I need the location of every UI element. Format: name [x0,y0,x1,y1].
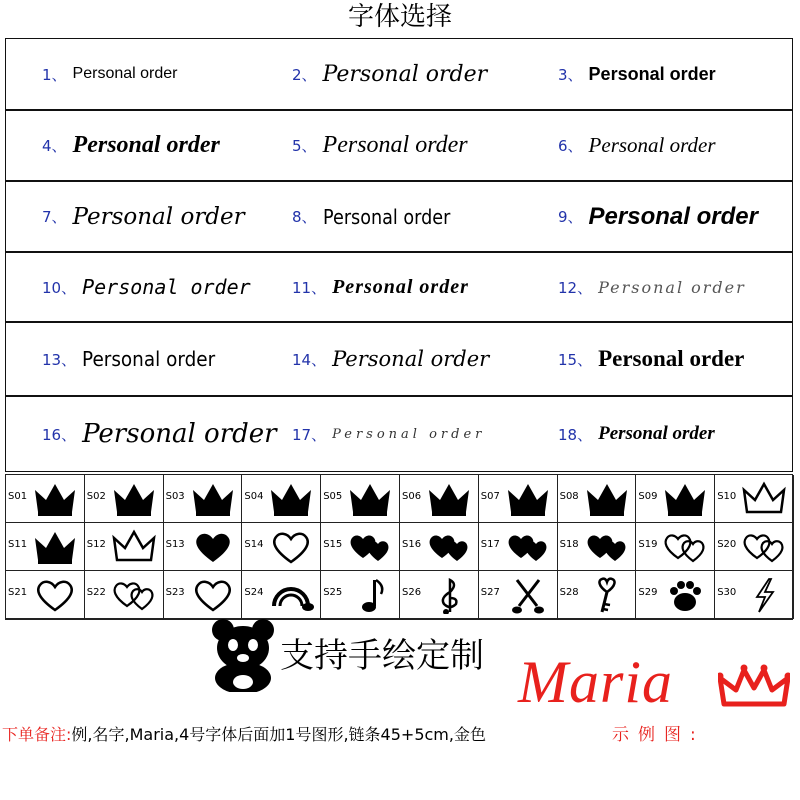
bear-icon [210,618,276,692]
symbol-option-s20[interactable] [715,523,794,571]
symbol-grid [5,474,793,620]
symbol-code: S13 [165,539,185,550]
font-row [5,322,793,396]
font-option-number: 1、 [42,65,67,84]
font-option-14[interactable] [292,323,489,395]
font-option-11[interactable] [292,253,469,321]
symbol-option-s17[interactable] [479,523,558,571]
font-option-7[interactable] [42,182,245,251]
order-note-text: 例,名字,Maria,4号字体后面加1号图形,链条45+5cm,金色 [71,725,486,744]
font-sample-text: Personal order [588,202,758,230]
font-option-2[interactable] [292,39,487,109]
font-option-number: 18、 [558,425,593,444]
symbol-option-s02[interactable] [85,475,164,523]
crown-icon [718,664,790,712]
font-sample-text: Personal order [82,275,251,299]
font-row [5,396,793,472]
symbol-code: S12 [86,539,106,550]
symbol-code: S03 [165,491,185,502]
symbol-option-s08[interactable] [558,475,637,523]
symbol-option-s09[interactable] [636,475,715,523]
crown-outline-icon [741,480,787,518]
crown-icon [347,480,393,518]
font-option-number: 16、 [42,425,77,444]
symbol-code: S19 [638,539,658,550]
font-sample-text: Personal order [588,63,716,84]
symbol-code: S21 [8,587,28,598]
symbol-code: S28 [559,587,579,598]
custom-drawing-text: 支持手绘定制 [280,636,484,676]
heart-key-icon [584,576,630,614]
symbol-code: S30 [717,587,737,598]
symbol-option-s14[interactable] [242,523,321,571]
symbol-option-s11[interactable] [6,523,85,571]
font-option-15[interactable] [558,323,744,395]
font-option-number: 4、 [42,137,67,155]
scissors-icon [505,576,551,614]
font-option-1[interactable] [42,39,178,109]
font-option-number: 12、 [558,278,593,297]
font-selection-table [5,38,793,470]
symbol-option-s30[interactable] [715,571,794,619]
symbol-code: S07 [480,491,500,502]
font-sample-text: Personal order [82,419,277,449]
crown-icon [32,480,78,518]
font-option-9[interactable] [558,182,758,251]
double-heart-outline-icon [662,528,708,566]
symbol-code: S06 [402,491,422,502]
double-heart-icon [426,528,472,566]
lightning-icon [741,576,787,614]
font-sample-text: Personal order [598,346,745,371]
symbol-code: S17 [480,539,500,550]
symbol-code: S26 [402,587,422,598]
crown-icon [111,480,157,518]
symbol-code: S09 [638,491,658,502]
font-option-5[interactable] [292,111,468,180]
symbol-code: S22 [86,587,106,598]
font-row [5,252,793,322]
symbol-code: S23 [165,587,185,598]
symbol-option-s28[interactable] [558,571,637,619]
symbol-option-s29[interactable] [636,571,715,619]
symbol-code: S16 [402,539,422,550]
font-option-4[interactable] [42,111,220,180]
crown-icon [662,480,708,518]
font-sample-text: Personal order [332,275,469,298]
font-sample-text: Personal order [322,132,468,158]
symbol-option-s07[interactable] [479,475,558,523]
example-label: 示例图: [612,725,705,745]
font-option-number: 9、 [558,208,583,226]
symbol-option-s06[interactable] [400,475,479,523]
symbol-option-s16[interactable] [400,523,479,571]
symbol-option-s21[interactable] [6,571,85,619]
symbol-option-s19[interactable] [636,523,715,571]
symbol-option-s12[interactable] [85,523,164,571]
font-option-number: 15、 [558,350,593,369]
symbol-option-s23[interactable] [164,571,243,619]
heart-outline-icon [32,576,78,614]
font-sample-text: Personal order [332,426,486,442]
crown-icon [584,480,630,518]
font-option-8[interactable] [292,182,467,251]
symbol-option-s03[interactable] [164,475,243,523]
font-option-10[interactable] [42,253,251,321]
crown-icon [268,480,314,518]
font-sample-text: Personal order [72,132,220,158]
heart-outline-icon [190,576,236,614]
font-option-18[interactable] [558,397,715,471]
example-name: Maria [518,649,673,715]
symbol-option-s04[interactable] [242,475,321,523]
symbol-option-s01[interactable] [6,475,85,523]
crown-icon [190,480,236,518]
font-option-13[interactable] [42,323,227,395]
font-option-16[interactable] [42,397,277,471]
font-row [5,110,793,181]
symbol-option-s22[interactable] [85,571,164,619]
heart-outline-icon [268,528,314,566]
symbol-option-s27[interactable] [479,571,558,619]
font-option-number: 13、 [42,350,77,369]
font-option-6[interactable] [558,111,716,180]
font-option-number: 8、 [292,208,317,226]
symbol-option-s25[interactable] [321,571,400,619]
font-option-number: 7、 [42,208,67,226]
font-row [5,38,793,110]
symbol-option-s13[interactable] [164,523,243,571]
font-option-number: 11、 [292,278,327,297]
symbol-option-s24[interactable] [242,571,321,619]
double-heart-outline-icon [741,528,787,566]
symbol-option-s18[interactable] [558,523,637,571]
font-row [5,181,793,252]
heart-icon [190,528,236,566]
font-option-number: 14、 [292,350,327,369]
crown-icon [32,528,78,566]
font-sample-text: Personal order [598,277,746,297]
font-option-3[interactable] [558,39,716,109]
rainbow-icon [268,576,314,614]
page-title: 字体选择 [347,2,452,32]
treble-clef-icon [426,576,472,614]
font-option-number: 10、 [42,278,77,297]
symbol-code: S29 [638,587,658,598]
symbol-option-s26[interactable] [400,571,479,619]
symbol-code: S05 [323,491,343,502]
symbol-code: S18 [559,539,579,550]
symbol-code: S10 [717,491,737,502]
double-heart-icon [347,528,393,566]
font-option-number: 6、 [558,137,583,155]
font-option-number: 3、 [558,65,583,84]
font-option-number: 5、 [292,137,317,155]
order-note-label: 下单备注: [2,725,72,744]
symbol-code: S25 [323,587,343,598]
symbol-code: S24 [244,587,264,598]
symbol-code: S08 [559,491,579,502]
crown-icon [505,480,551,518]
symbol-code: S20 [717,539,737,550]
symbol-code: S04 [244,491,264,502]
font-sample-text: Personal order [72,203,245,230]
symbol-option-s15[interactable] [321,523,400,571]
double-heart-outline-icon [111,576,157,614]
double-heart-icon [505,528,551,566]
symbol-code: S01 [8,491,28,502]
font-option-12[interactable] [558,253,746,321]
symbol-option-s10[interactable] [715,475,794,523]
font-sample-text: Personal order [332,347,490,371]
crown-icon [426,480,472,518]
font-sample-text: Personal order [72,65,178,82]
order-note [2,722,486,745]
music-note-icon [347,576,393,614]
symbol-option-s05[interactable] [321,475,400,523]
symbol-code: S14 [244,539,264,550]
font-sample-text: Personal order [598,423,715,444]
font-sample-text: Personal order [82,347,216,371]
font-sample-text: Personal order [588,133,716,157]
font-sample-text: Personal order [322,61,488,87]
symbol-code: S27 [480,587,500,598]
font-option-number: 17、 [292,425,327,444]
font-option-number: 2、 [292,65,317,84]
symbol-code: S02 [86,491,106,502]
font-sample-text: Personal order [322,204,450,229]
crown-outline-icon [111,528,157,566]
symbol-code: S11 [8,539,28,550]
double-heart-icon [584,528,630,566]
font-option-17[interactable] [292,397,485,471]
paw-icon [662,576,708,614]
symbol-code: S15 [323,539,343,550]
